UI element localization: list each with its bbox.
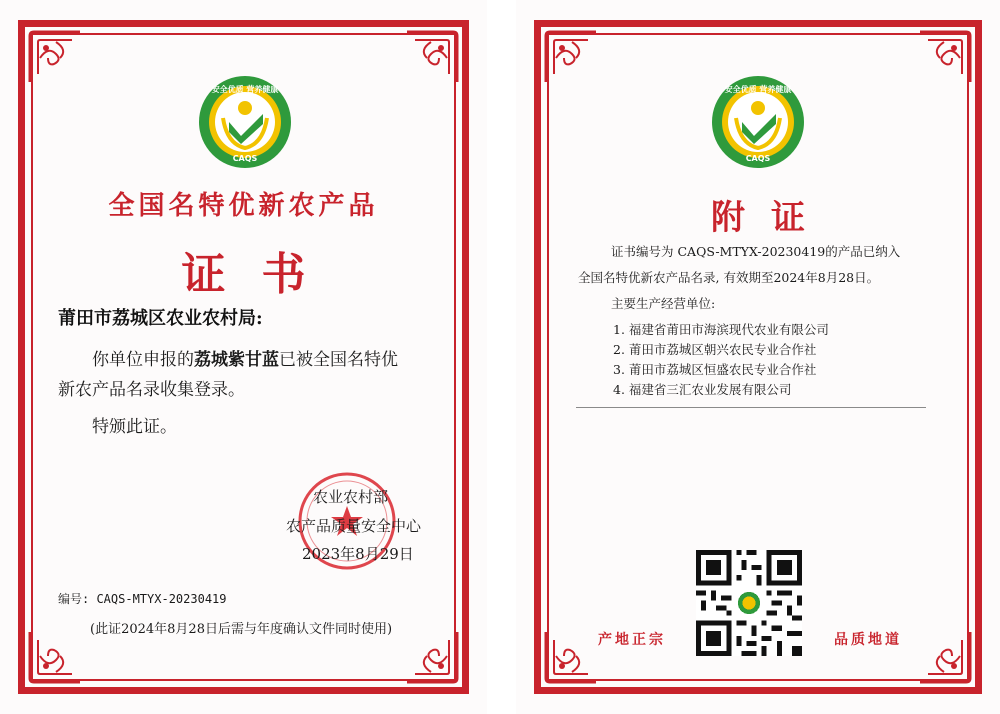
logo-caqs-text: CAQS: [232, 154, 258, 163]
certificate-subtitle: 证书: [181, 249, 342, 300]
body-line-1: [92, 345, 398, 370]
unit-item: 4. 福建省三汇农业发展有限公司: [613, 382, 792, 397]
unit-item: 3. 莆田市荔城区恒盛农民专业合作社: [613, 362, 817, 377]
caqs-logo-icon: [197, 74, 293, 170]
certificate-title: 全国名特优新农产品: [108, 191, 379, 221]
appendix-text-line-2: 全国名特优新农产品名录, 有效期至2024年8月28日。: [578, 270, 880, 285]
logo-caqs-text: CAQS: [745, 154, 771, 163]
addressee: 莆田市荔城区农业农村局:: [58, 308, 263, 329]
issuer-line-1: 农业农村部: [313, 488, 389, 506]
certificate-page: [0, 0, 487, 714]
slogan-right: 品质地道: [834, 632, 902, 648]
product-name: 荔城紫甘蓝: [194, 350, 279, 370]
logo-slogan: 安全优质 营养健康: [211, 85, 279, 94]
corner-ornament-icon: [26, 28, 84, 86]
corner-ornament-icon: [26, 628, 84, 686]
body-suffix: 已被全国名特优: [279, 350, 398, 370]
corner-ornament-icon: [403, 28, 461, 86]
appendix-page: [516, 0, 1000, 714]
body-line-3: 特颁此证。: [92, 417, 177, 437]
unit-item: 2. 莆田市荔城区朝兴农民专业合作社: [613, 342, 817, 357]
corner-ornament-icon: [403, 628, 461, 686]
body-line-2: 新农产品名录收集登录。: [58, 380, 245, 400]
slogan-left: 产地正宗: [598, 632, 666, 648]
appendix-title: 附证: [711, 198, 831, 238]
unit-item: 1. 福建省莆田市海滨现代农业有限公司: [613, 322, 829, 337]
issue-date: 2023年8月29日: [302, 545, 414, 563]
qr-code-icon[interactable]: [696, 550, 802, 656]
units-heading: 主要生产经营单位:: [611, 296, 716, 311]
divider: [576, 407, 926, 408]
corner-ornament-icon: [542, 28, 600, 86]
caqs-logo-icon: [710, 74, 806, 170]
certificate-number: 编号: CAQS-MTYX-20230419: [58, 592, 227, 606]
validity-note: (此证2024年8月28日后需与年度确认文件同时使用): [90, 622, 393, 637]
corner-ornament-icon: [542, 628, 600, 686]
body-prefix: 你单位申报的: [92, 350, 194, 370]
issuer-line-2: 农产品质量安全中心: [286, 517, 422, 535]
corner-ornament-icon: [916, 28, 974, 86]
corner-ornament-icon: [916, 628, 974, 686]
appendix-text-line-1: 证书编号为 CAQS-MTYX-20230419的产品已纳入: [611, 244, 901, 259]
logo-slogan: 安全优质 营养健康: [724, 85, 792, 94]
